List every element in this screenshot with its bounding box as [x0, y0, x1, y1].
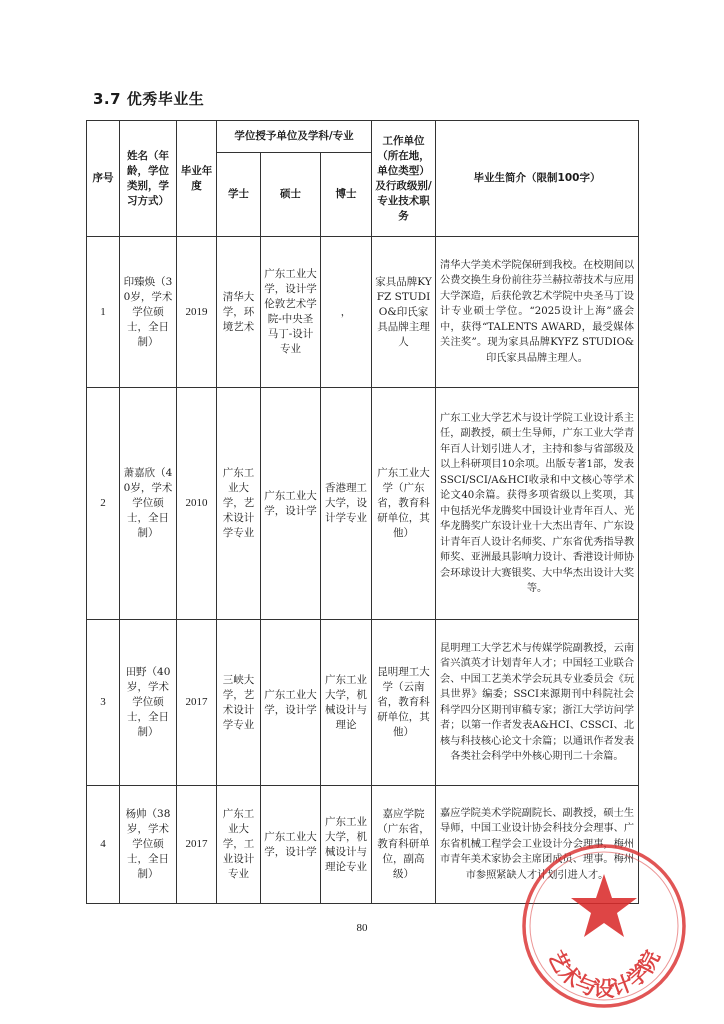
row-intro: 嘉应学院美术学院副院长、副教授，硕士生导师，中国工业设计协会科技分会理事、广东省机械工程学会工业设计分会理事，梅州市青年美术家协会主席团成员、理事。梅州市参照紧缺人才计划引进人才。	[436, 786, 639, 904]
row-work: 广东工业大学（广东省，教育科研单位，其他）	[372, 388, 436, 620]
graduates-table	[86, 120, 639, 904]
table-row	[87, 388, 639, 620]
row-year: 2017	[177, 620, 217, 786]
row-master: 广东工业大学，设计学伦敦艺术学院-中央圣马丁-设计专业	[261, 237, 321, 388]
header-degree-group: 学位授予单位及学科/专业	[217, 121, 372, 153]
header-doctor: 博士	[321, 153, 372, 237]
seal-star-icon	[571, 874, 637, 937]
row-seq: 2	[87, 388, 120, 620]
row-master: 广东工业大学，设计学	[261, 786, 321, 904]
row-year: 2017	[177, 786, 217, 904]
row-intro: 广东工业大学艺术与设计学院工业设计系主任，副教授，硕士生导师，广东工业大学青年百人计划引进人才，主持和参与省部级及以上科研项目10余项。出版专著1部，发表SSCI/SCI/A&HCI收录和中文核心等学术论文40余篇。获得多项省级以上奖项，其中包括光华龙腾奖中国设计业青年百人、光华龙腾奖广东设计业十大杰出青年、广东设计青年百人设计名师奖、广东省优秀指导教师奖、亚洲最具影响力设计、香港设计师协会环球设计大赛银奖、大中华杰出设计大奖等。	[436, 388, 639, 620]
row-master: 广东工业大学，设计学	[261, 388, 321, 620]
row-seq: 4	[87, 786, 120, 904]
row-doctor: 香港理工大学，设计学专业	[321, 388, 372, 620]
row-work: 嘉应学院（广东省，教育科研单位，副高级）	[372, 786, 436, 904]
row-bachelor: 三峡大学，艺术设计学专业	[217, 620, 261, 786]
table-row	[87, 237, 639, 388]
row-year: 2019	[177, 237, 217, 388]
seal-text: 艺术与设计学院	[543, 946, 665, 1001]
row-doctor: 广东工业大学，机械设计与理论	[321, 620, 372, 786]
header-bachelor: 学士	[217, 153, 261, 237]
row-name: 印臻焕（30岁，学术学位硕士，全日制）	[120, 237, 177, 388]
row-intro: 清华大学美术学院保研到我校。在校期间以公费交换生身份前往芬兰赫拉蒂技术与应用大学深造，后获伦敦艺术学院中央圣马丁设计专业硕士学位。“2025设计上海”盛会中，获得“TALENTS AWARD，最受媒体关注奖”。现为家具品牌KYFZ STUDIO&印氏家具品牌主理人。	[436, 237, 639, 388]
row-name: 萧嘉欣（40岁，学术学位硕士，全日制）	[120, 388, 177, 620]
row-master: 广东工业大学，设计学	[261, 620, 321, 786]
header-seq: 序号	[87, 121, 120, 237]
row-doctor: 广东工业大学，机械设计与理论专业	[321, 786, 372, 904]
row-bachelor: 清华大学，环境艺术	[217, 237, 261, 388]
header-name: 姓名（年龄，学位类别，学习方式）	[120, 121, 177, 237]
header-intro: 毕业生简介（限制100字）	[436, 121, 639, 237]
header-year: 毕业年度	[177, 121, 217, 237]
row-name: 杨帅（38岁，学术学位硕士，全日制）	[120, 786, 177, 904]
row-year: 2010	[177, 388, 217, 620]
section-title: 3.7 优秀毕业生	[93, 90, 205, 108]
row-seq: 1	[87, 237, 120, 388]
row-bachelor: 广东工业大学，艺术设计学专业	[217, 388, 261, 620]
row-bachelor: 广东工业大学，工业设计专业	[217, 786, 261, 904]
page-number: 80	[356, 922, 368, 934]
row-name: 田野（40岁，学术学位硕士，全日制）	[120, 620, 177, 786]
row-seq: 3	[87, 620, 120, 786]
header-master: 硕士	[261, 153, 321, 237]
table-row	[87, 620, 639, 786]
row-work: 昆明理工大学（云南省，教育科研单位，其他）	[372, 620, 436, 786]
row-intro: 昆明理工大学艺术与传媒学院副教授，云南省兴滇英才计划青年人才；中国轻工业联合会、中国工艺美术学会玩具专业委员会《玩具世界》编委；SSCI来源期刊中科院社会科学四分区期刊审稿专家；浙江大学访问学者；以第一作者发表A&HCI、CSSCI、北核与科技核心论文十余篇；以通讯作者发表各类社会科学中外核心期刊二十余篇。	[436, 620, 639, 786]
row-doctor: ，	[321, 237, 372, 388]
header-work: 工作单位（所在地，单位类型）及行政级别/专业技术职务	[372, 121, 436, 237]
college-seal-stamp	[516, 838, 692, 1014]
row-work: 家具品牌KYFZ STUDIO&印氏家具品牌主理人	[372, 237, 436, 388]
